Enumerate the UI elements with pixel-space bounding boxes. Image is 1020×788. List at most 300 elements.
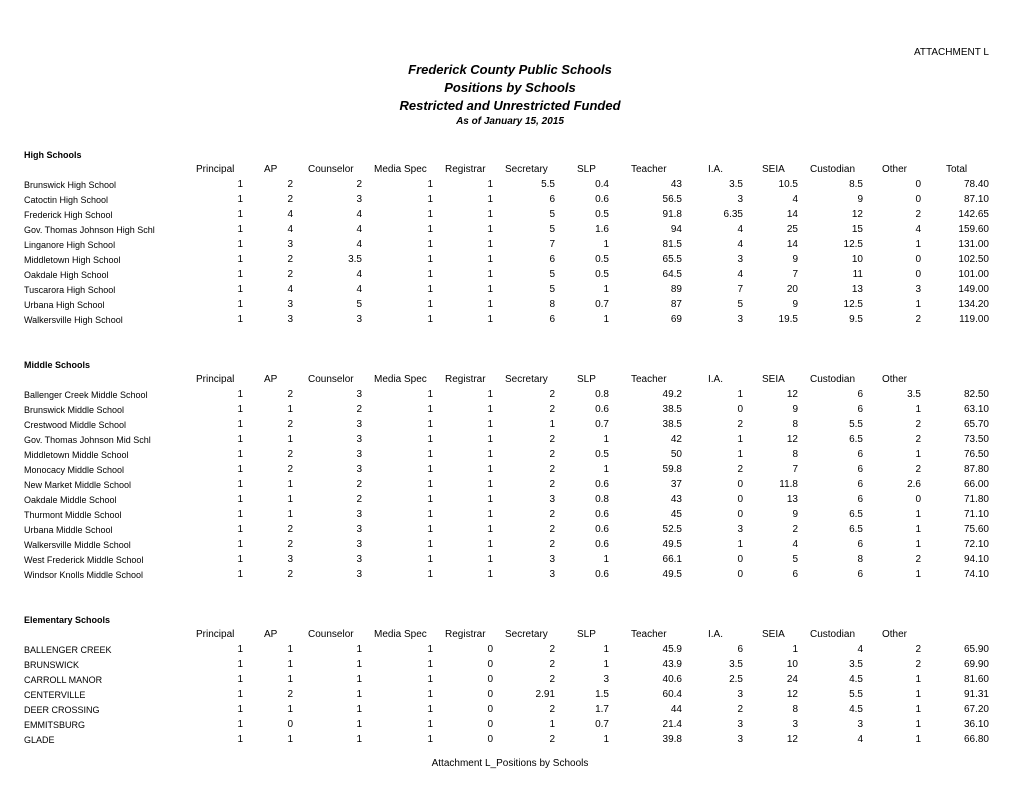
table-cell: 3 xyxy=(356,389,362,400)
table-cell: 1 xyxy=(487,239,493,250)
table-row xyxy=(0,449,1020,464)
column-header: Secretary xyxy=(505,374,548,385)
table-cell: 1 xyxy=(427,674,433,685)
school-name: New Market Middle School xyxy=(24,480,132,490)
table-cell: 1 xyxy=(427,734,433,745)
table-cell: 2 xyxy=(549,674,555,685)
table-cell: 3 xyxy=(356,569,362,580)
table-cell: 6 xyxy=(857,404,863,415)
table-cell: 1 xyxy=(237,179,243,190)
section-title: Middle Schools xyxy=(24,360,91,370)
table-cell: 0.6 xyxy=(595,569,609,580)
table-cell: 3 xyxy=(737,524,743,535)
table-cell: 1 xyxy=(427,284,433,295)
table-cell: 1.5 xyxy=(595,689,609,700)
table-cell: 0 xyxy=(915,269,921,280)
table-cell: 149.00 xyxy=(958,284,989,295)
table-cell: 82.50 xyxy=(963,389,989,400)
table-cell: 2 xyxy=(287,194,293,205)
table-cell: 45 xyxy=(670,509,682,520)
table-cell: 49.5 xyxy=(662,539,682,550)
table-cell: 38.5 xyxy=(662,419,682,430)
table-cell: 5 xyxy=(549,224,555,235)
table-cell: 2 xyxy=(549,734,555,745)
table-cell: 3 xyxy=(287,299,293,310)
table-cell: 4 xyxy=(356,224,362,235)
table-cell: 0 xyxy=(737,404,743,415)
table-cell: 2.5 xyxy=(729,674,743,685)
table-row xyxy=(0,569,1020,584)
school-name: Middletown High School xyxy=(24,255,121,265)
table-cell: 12 xyxy=(786,734,798,745)
table-cell: 1 xyxy=(237,704,243,715)
table-row xyxy=(0,194,1020,209)
table-cell: 1 xyxy=(237,494,243,505)
table-cell: 1 xyxy=(427,509,433,520)
table-cell: 1 xyxy=(487,314,493,325)
table-cell: 1 xyxy=(549,419,555,430)
table-cell: 1 xyxy=(427,314,433,325)
table-cell: 5 xyxy=(737,299,743,310)
table-cell: 4 xyxy=(737,269,743,280)
table-cell: 1 xyxy=(237,674,243,685)
table-cell: 49.2 xyxy=(662,389,682,400)
table-cell: 4 xyxy=(857,644,863,655)
table-cell: 3.5 xyxy=(348,254,362,265)
table-cell: 6 xyxy=(857,479,863,490)
table-cell: 5.5 xyxy=(541,179,555,190)
table-cell: 2 xyxy=(737,419,743,430)
table-cell: 1 xyxy=(237,299,243,310)
column-header: Teacher xyxy=(631,629,667,640)
table-cell: 4 xyxy=(287,284,293,295)
table-cell: 1 xyxy=(487,434,493,445)
table-cell: 12.5 xyxy=(843,299,863,310)
table-cell: 1 xyxy=(603,464,609,475)
table-cell: 3 xyxy=(549,494,555,505)
table-cell: 1 xyxy=(427,644,433,655)
table-cell: 3 xyxy=(356,554,362,565)
table-cell: 1 xyxy=(237,284,243,295)
table-cell: 4 xyxy=(915,224,921,235)
column-header: Secretary xyxy=(505,629,548,640)
page-subtitle-1: Positions by Schools xyxy=(444,80,576,95)
table-cell: 2 xyxy=(356,404,362,415)
table-cell: 1 xyxy=(487,509,493,520)
table-cell: 25 xyxy=(786,224,798,235)
table-cell: 1 xyxy=(287,434,293,445)
table-cell: 3.5 xyxy=(907,389,921,400)
school-name: Urbana Middle School xyxy=(24,525,113,535)
table-cell: 9 xyxy=(792,509,798,520)
school-name: Monocacy Middle School xyxy=(24,465,125,475)
column-header: Secretary xyxy=(505,164,548,175)
table-cell: 8 xyxy=(857,554,863,565)
column-header: Teacher xyxy=(631,164,667,175)
table-cell: 1 xyxy=(356,704,362,715)
section-title: High Schools xyxy=(24,150,82,160)
table-cell: 9 xyxy=(792,404,798,415)
school-name: BALLENGER CREEK xyxy=(24,645,112,655)
table-cell: 9 xyxy=(792,254,798,265)
table-cell: 102.50 xyxy=(958,254,989,265)
table-cell: 87 xyxy=(670,299,682,310)
table-cell: 1 xyxy=(237,209,243,220)
column-header: Media Spec xyxy=(374,374,427,385)
column-header: Custodian xyxy=(810,164,856,175)
table-cell: 0 xyxy=(737,509,743,520)
table-cell: 2 xyxy=(356,479,362,490)
table-cell: 7 xyxy=(549,239,555,250)
page-date: As of January 15, 2015 xyxy=(456,116,564,127)
table-row xyxy=(0,269,1020,284)
table-cell: 24 xyxy=(786,674,798,685)
table-cell: 1 xyxy=(915,674,921,685)
table-cell: 45.9 xyxy=(662,644,682,655)
column-header: Other xyxy=(882,629,908,640)
school-name: Thurmont Middle School xyxy=(24,510,122,520)
table-cell: 1 xyxy=(427,419,433,430)
table-cell: 9 xyxy=(792,299,798,310)
table-cell: 6.5 xyxy=(849,524,863,535)
table-cell: 7 xyxy=(792,269,798,280)
table-cell: 0.8 xyxy=(595,389,609,400)
table-cell: 1 xyxy=(237,464,243,475)
table-cell: 6 xyxy=(857,449,863,460)
table-cell: 9.5 xyxy=(849,314,863,325)
table-cell: 0 xyxy=(487,674,493,685)
school-name: CARROLL MANOR xyxy=(24,675,103,685)
table-cell: 87.10 xyxy=(963,194,989,205)
table-cell: 1 xyxy=(237,539,243,550)
table-cell: 0.7 xyxy=(595,419,609,430)
school-name: Gov. Thomas Johnson Mid Schl xyxy=(24,435,151,445)
column-header: Custodian xyxy=(810,374,856,385)
table-cell: 0 xyxy=(737,479,743,490)
table-cell: 6 xyxy=(549,254,555,265)
table-cell: 2 xyxy=(792,524,798,535)
table-cell: 1 xyxy=(487,539,493,550)
table-cell: 6.5 xyxy=(849,434,863,445)
table-cell: 5 xyxy=(356,299,362,310)
table-row xyxy=(0,389,1020,404)
table-cell: 19.5 xyxy=(778,314,798,325)
table-cell: 4 xyxy=(356,284,362,295)
column-header: Media Spec xyxy=(374,164,427,175)
table-cell: 66.1 xyxy=(662,554,682,565)
table-cell: 6 xyxy=(549,314,555,325)
column-header: SLP xyxy=(577,374,596,385)
table-cell: 1 xyxy=(287,479,293,490)
table-cell: 0 xyxy=(487,644,493,655)
table-cell: 1 xyxy=(427,179,433,190)
table-cell: 1 xyxy=(427,494,433,505)
table-row xyxy=(0,209,1020,224)
table-cell: 94.10 xyxy=(963,554,989,565)
table-cell: 0.6 xyxy=(595,539,609,550)
school-name: Crestwood Middle School xyxy=(24,420,127,430)
table-cell: 0 xyxy=(487,719,493,730)
table-cell: 2 xyxy=(915,464,921,475)
title-block xyxy=(0,61,1020,129)
school-name: Ballenger Creek Middle School xyxy=(24,390,148,400)
column-header: Registrar xyxy=(445,164,486,175)
table-cell: 2 xyxy=(915,209,921,220)
page-title: Frederick County Public Schools xyxy=(408,62,612,77)
table-cell: 63.10 xyxy=(963,404,989,415)
table-cell: 6.5 xyxy=(849,509,863,520)
table-cell: 1 xyxy=(487,569,493,580)
school-name: Catoctin High School xyxy=(24,195,109,205)
table-cell: 3 xyxy=(356,464,362,475)
table-cell: 3 xyxy=(737,314,743,325)
table-cell: 0.7 xyxy=(595,719,609,730)
table-cell: 0 xyxy=(487,659,493,670)
table-cell: 75.60 xyxy=(963,524,989,535)
table-cell: 0.6 xyxy=(595,479,609,490)
table-cell: 3 xyxy=(287,554,293,565)
table-cell: 1 xyxy=(237,734,243,745)
table-cell: 1 xyxy=(487,464,493,475)
table-cell: 1 xyxy=(737,389,743,400)
table-cell: 0.5 xyxy=(595,209,609,220)
table-cell: 1 xyxy=(427,464,433,475)
table-cell: 43 xyxy=(670,494,682,505)
table-cell: 2 xyxy=(549,434,555,445)
table-cell: 5 xyxy=(549,284,555,295)
table-cell: 1 xyxy=(237,659,243,670)
table-row xyxy=(0,734,1020,749)
table-cell: 3 xyxy=(356,524,362,535)
table-cell: 1 xyxy=(427,554,433,565)
table-cell: 6 xyxy=(857,569,863,580)
column-header: SEIA xyxy=(762,164,785,175)
column-header: Principal xyxy=(196,374,235,385)
table-cell: 4 xyxy=(356,239,362,250)
table-cell: 1 xyxy=(237,719,243,730)
school-name: Brunswick High School xyxy=(24,180,117,190)
table-cell: 3.5 xyxy=(729,179,743,190)
table-cell: 5 xyxy=(549,209,555,220)
table-cell: 1 xyxy=(356,659,362,670)
table-cell: 1 xyxy=(603,659,609,670)
table-cell: 0 xyxy=(915,254,921,265)
table-cell: 1 xyxy=(237,314,243,325)
table-row xyxy=(0,659,1020,674)
table-cell: 2 xyxy=(549,524,555,535)
table-cell: 3 xyxy=(737,254,743,265)
table-cell: 2 xyxy=(915,419,921,430)
section-title: Elementary Schools xyxy=(24,615,111,625)
table-cell: 1 xyxy=(737,434,743,445)
table-cell: 1 xyxy=(487,524,493,535)
table-cell: 2 xyxy=(287,449,293,460)
table-cell: 1 xyxy=(487,554,493,565)
table-row xyxy=(0,314,1020,329)
table-cell: 1 xyxy=(427,659,433,670)
table-cell: 1 xyxy=(237,509,243,520)
table-cell: 74.10 xyxy=(963,569,989,580)
table-cell: 1 xyxy=(915,524,921,535)
table-cell: 1.6 xyxy=(595,224,609,235)
table-cell: 3 xyxy=(356,419,362,430)
column-header: Registrar xyxy=(445,629,486,640)
table-cell: 1 xyxy=(915,704,921,715)
table-cell: 1 xyxy=(427,299,433,310)
table-cell: 0 xyxy=(287,719,293,730)
table-cell: 1 xyxy=(287,659,293,670)
table-cell: 3 xyxy=(549,554,555,565)
table-cell: 1 xyxy=(549,719,555,730)
table-cell: 3 xyxy=(737,719,743,730)
table-cell: 12 xyxy=(786,434,798,445)
table-cell: 6 xyxy=(792,569,798,580)
table-cell: 1 xyxy=(237,404,243,415)
table-row xyxy=(0,224,1020,239)
table-cell: 65.5 xyxy=(662,254,682,265)
table-cell: 11 xyxy=(852,269,863,280)
table-cell: 2.6 xyxy=(907,479,921,490)
table-cell: 38.5 xyxy=(662,404,682,415)
table-cell: 1 xyxy=(487,179,493,190)
table-cell: 1 xyxy=(427,689,433,700)
table-cell: 4 xyxy=(287,209,293,220)
table-cell: 2 xyxy=(287,524,293,535)
table-cell: 0.6 xyxy=(595,509,609,520)
table-cell: 1 xyxy=(915,734,921,745)
table-cell: 3 xyxy=(356,194,362,205)
table-cell: 0 xyxy=(737,494,743,505)
school-name: CENTERVILLE xyxy=(24,690,86,700)
table-cell: 1 xyxy=(427,269,433,280)
table-cell: 69 xyxy=(670,314,682,325)
table-cell: 2.91 xyxy=(535,689,555,700)
table-cell: 20 xyxy=(786,284,798,295)
table-row xyxy=(0,509,1020,524)
school-name: Tuscarora High School xyxy=(24,285,116,295)
table-cell: 2 xyxy=(356,179,362,190)
table-cell: 2 xyxy=(549,704,555,715)
table-cell: 43.9 xyxy=(662,659,682,670)
table-cell: 1 xyxy=(237,449,243,460)
table-cell: 1 xyxy=(356,719,362,730)
column-header: I.A. xyxy=(708,164,724,175)
table-cell: 5.5 xyxy=(849,419,863,430)
table-cell: 1 xyxy=(427,224,433,235)
column-header: Other xyxy=(882,164,908,175)
table-cell: 1 xyxy=(427,524,433,535)
table-cell: 1 xyxy=(237,689,243,700)
table-cell: 8 xyxy=(549,299,555,310)
school-name: Oakdale Middle School xyxy=(24,495,117,505)
table-cell: 91.8 xyxy=(662,209,682,220)
table-cell: 3 xyxy=(356,509,362,520)
table-cell: 1 xyxy=(915,449,921,460)
school-name: Frederick High School xyxy=(24,210,113,220)
table-cell: 13 xyxy=(851,284,863,295)
table-cell: 1 xyxy=(237,389,243,400)
table-row xyxy=(0,464,1020,479)
column-header: SEIA xyxy=(762,374,785,385)
table-cell: 3 xyxy=(737,194,743,205)
table-cell: 50 xyxy=(670,449,682,460)
table-cell: 6 xyxy=(737,644,743,655)
table-cell: 2 xyxy=(287,539,293,550)
table-cell: 2 xyxy=(549,644,555,655)
table-cell: 81.5 xyxy=(662,239,682,250)
table-cell: 1 xyxy=(356,674,362,685)
table-cell: 1 xyxy=(427,254,433,265)
table-cell: 1 xyxy=(487,449,493,460)
table-row xyxy=(0,239,1020,254)
table-cell: 3 xyxy=(356,449,362,460)
table-cell: 2 xyxy=(549,389,555,400)
table-cell: 3.5 xyxy=(729,659,743,670)
table-cell: 0 xyxy=(915,179,921,190)
table-cell: 4.5 xyxy=(849,704,863,715)
table-cell: 1 xyxy=(287,734,293,745)
column-header: I.A. xyxy=(708,629,724,640)
table-cell: 0 xyxy=(487,704,493,715)
table-cell: 1 xyxy=(487,284,493,295)
table-cell: 134.20 xyxy=(958,299,989,310)
table-cell: 1 xyxy=(237,554,243,565)
table-cell: 6 xyxy=(549,194,555,205)
table-cell: 1 xyxy=(237,434,243,445)
column-header: Registrar xyxy=(445,374,486,385)
table-cell: 0.8 xyxy=(595,494,609,505)
table-row xyxy=(0,434,1020,449)
table-cell: 5 xyxy=(792,554,798,565)
table-cell: 159.60 xyxy=(958,224,989,235)
column-header: Media Spec xyxy=(374,629,427,640)
table-cell: 0.4 xyxy=(595,179,609,190)
table-cell: 2 xyxy=(287,569,293,580)
table-cell: 2 xyxy=(737,704,743,715)
school-name: BRUNSWICK xyxy=(24,660,80,670)
table-cell: 1.7 xyxy=(595,704,609,715)
table-cell: 3 xyxy=(737,734,743,745)
table-cell: 2 xyxy=(287,464,293,475)
table-cell: 1 xyxy=(237,239,243,250)
table-cell: 1 xyxy=(237,569,243,580)
table-cell: 0.6 xyxy=(595,404,609,415)
table-cell: 3 xyxy=(356,539,362,550)
school-name: Windsor Knolls Middle School xyxy=(24,570,144,580)
column-header: SLP xyxy=(577,164,596,175)
column-header: AP xyxy=(264,164,278,175)
table-cell: 1 xyxy=(915,509,921,520)
table-cell: 1 xyxy=(487,194,493,205)
table-cell: 1 xyxy=(427,704,433,715)
table-cell: 1 xyxy=(487,254,493,265)
table-cell: 4 xyxy=(792,539,798,550)
table-cell: 21.4 xyxy=(662,719,682,730)
table-cell: 59.8 xyxy=(662,464,682,475)
table-cell: 10 xyxy=(786,659,798,670)
table-cell: 2 xyxy=(287,419,293,430)
column-header: Counselor xyxy=(308,374,354,385)
table-cell: 2 xyxy=(915,554,921,565)
column-header: Teacher xyxy=(631,374,667,385)
table-cell: 1 xyxy=(237,224,243,235)
table-cell: 2 xyxy=(549,464,555,475)
table-cell: 6 xyxy=(857,389,863,400)
table-cell: 1 xyxy=(487,299,493,310)
table-row xyxy=(0,674,1020,689)
table-cell: 78.40 xyxy=(963,179,989,190)
table-cell: 1 xyxy=(287,494,293,505)
